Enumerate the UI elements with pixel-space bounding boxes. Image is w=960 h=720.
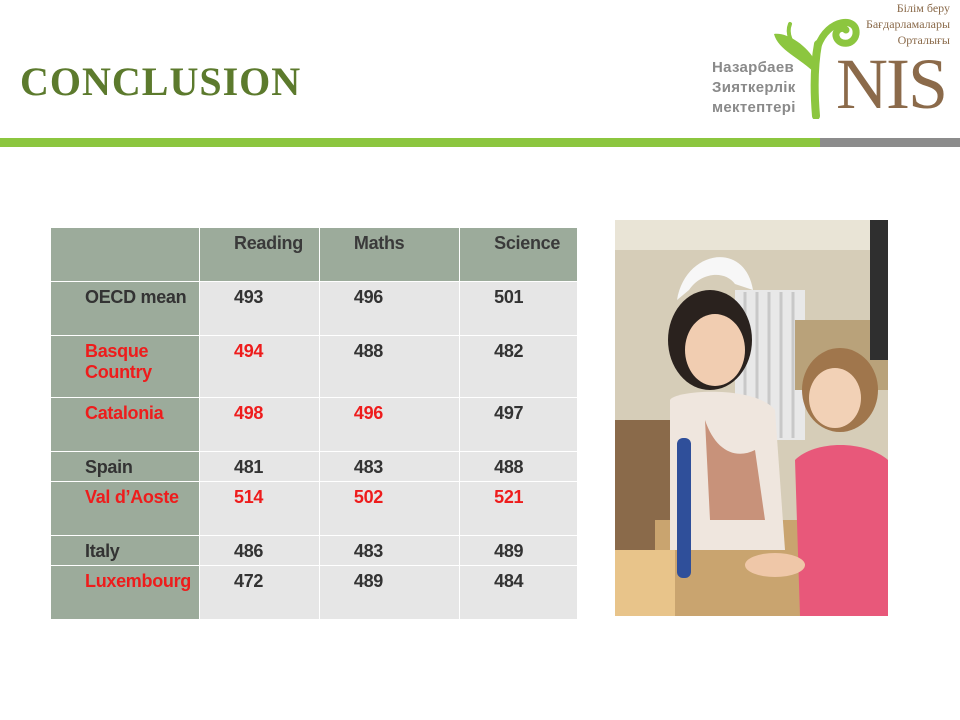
cell-reading: 514	[200, 482, 320, 536]
row-name: Luxembourg	[51, 566, 200, 620]
row-name: Basque Country	[51, 336, 200, 398]
table-header-row	[51, 228, 578, 282]
cell-science: 484	[460, 566, 578, 620]
logo-tagline-1: Білім беру	[896, 1, 950, 15]
slide-title: CONCLUSION	[20, 59, 302, 104]
row-name: Spain	[51, 452, 200, 482]
row-name: Catalonia	[51, 398, 200, 452]
cell-maths: 496	[319, 398, 459, 452]
table-row	[51, 398, 578, 452]
row-name: OECD mean	[51, 282, 200, 336]
cell-reading: 493	[200, 282, 320, 336]
header-reading: Reading	[200, 228, 320, 282]
cell-reading: 472	[200, 566, 320, 620]
logo-tagline-3: Орталығы	[897, 33, 950, 47]
table-row	[51, 336, 578, 398]
table-row	[51, 482, 578, 536]
table-row	[51, 452, 578, 482]
logo-name-3: мектептері	[712, 99, 796, 116]
cell-maths: 488	[319, 336, 459, 398]
logo-mark: NIS	[836, 44, 947, 124]
accent-bar-gray	[820, 138, 960, 147]
row-name: Val d’Aoste	[51, 482, 200, 536]
cell-reading: 498	[200, 398, 320, 452]
cell-science: 489	[460, 536, 578, 566]
results-table	[50, 227, 578, 620]
children-illustration	[615, 220, 888, 616]
logo-tagline-2: Бағдарламалары	[865, 17, 950, 31]
cell-science: 521	[460, 482, 578, 536]
row-name: Italy	[51, 536, 200, 566]
header-science: Science	[460, 228, 578, 282]
table-row	[51, 282, 578, 336]
header-maths: Maths	[319, 228, 459, 282]
cell-reading: 481	[200, 452, 320, 482]
cell-maths: 483	[319, 452, 459, 482]
header-empty	[51, 228, 200, 282]
cell-reading: 494	[200, 336, 320, 398]
logo-name-1: Назарбаев	[712, 59, 794, 76]
cell-science: 488	[460, 452, 578, 482]
cell-reading: 486	[200, 536, 320, 566]
table-row	[51, 536, 578, 566]
classroom-photo	[615, 220, 888, 616]
table-row	[51, 566, 578, 620]
cell-maths: 496	[319, 282, 459, 336]
logo-name-2: Зияткерлік	[712, 79, 796, 96]
cell-maths: 483	[319, 536, 459, 566]
cell-science: 482	[460, 336, 578, 398]
nis-logo	[700, 0, 960, 130]
cell-maths: 489	[319, 566, 459, 620]
cell-science: 497	[460, 398, 578, 452]
accent-bar	[0, 138, 820, 147]
cell-science: 501	[460, 282, 578, 336]
cell-maths: 502	[319, 482, 459, 536]
